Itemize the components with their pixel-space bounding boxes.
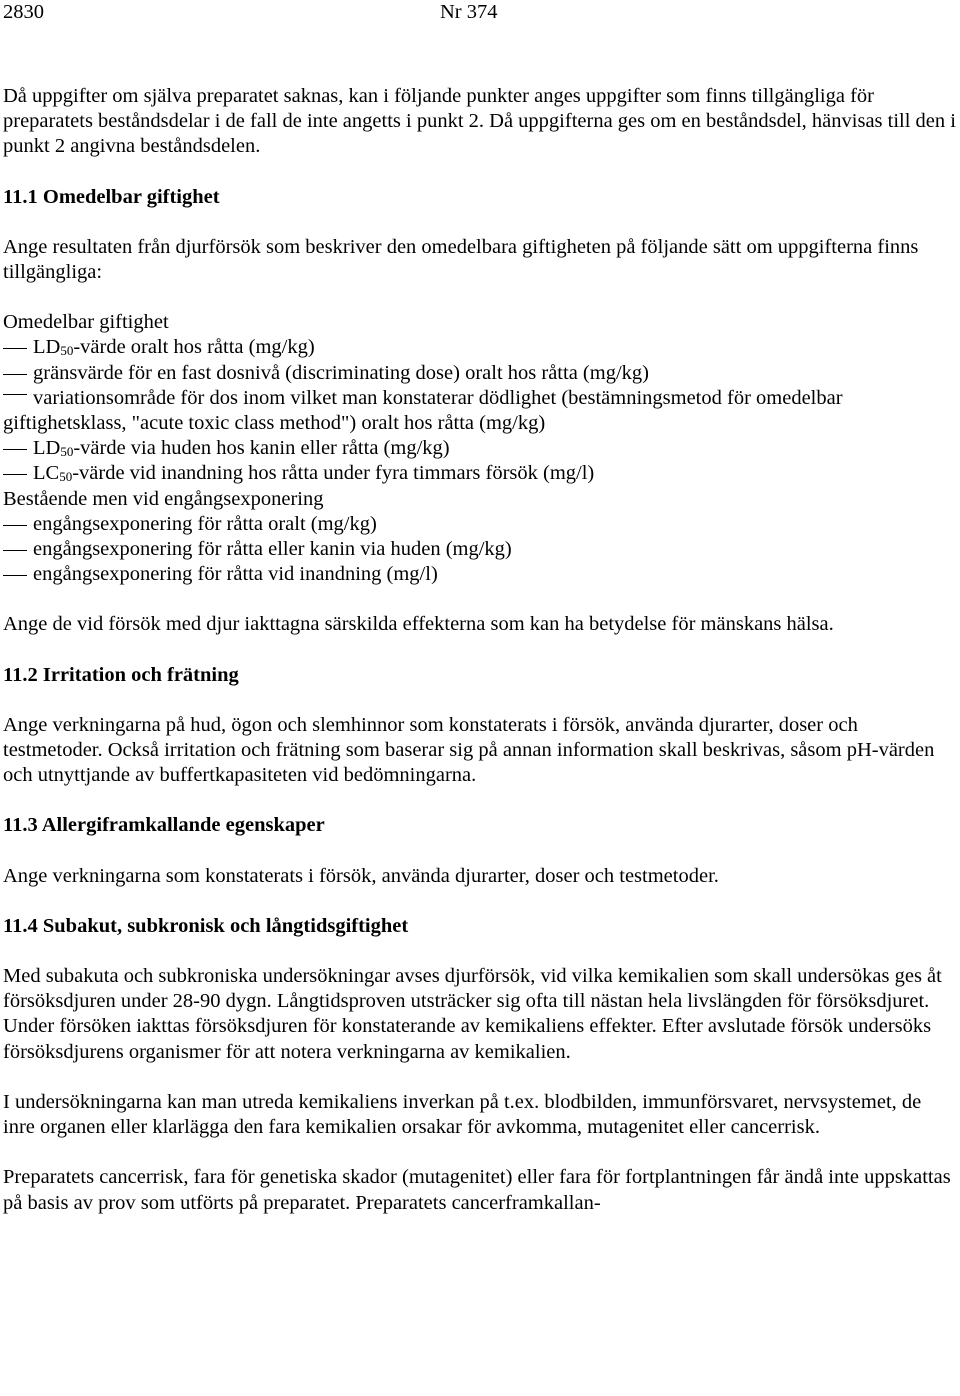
list-item-single-skin: engångsexponering för råtta eller kanin via huden (mg/kg) xyxy=(33,538,512,561)
journal-number: Nr 374 xyxy=(440,1,498,23)
document-body xyxy=(3,84,956,1216)
list-item-lc50-inhalation: $LC_{50}$-värde vid inandning hos råtta under fyra timmars försök (mg/l) xyxy=(33,462,595,485)
page-header xyxy=(0,0,960,26)
list-item-ld50-oral: $LD_{50}$-värde oralt hos råtta (mg/kg) xyxy=(33,336,315,359)
list-item-single-oral: engångsexponering för råtta oralt (mg/kg) xyxy=(33,512,377,535)
section-11-4-text-3: Preparatets cancerrisk, fara för genetiska skador (mutagenitet) eller fara för fortplantningen får ändå inte uppskattas på basis av prov som utförts på preparatet. Preparatets cancerframkallan- xyxy=(3,1166,951,1214)
section-heading-11-4: 11.4 Subakut, subkronisk och långtidsgiftighet xyxy=(3,914,409,937)
section-11-1-effects: Ange de vid försök med djur iakttagna särskilda effekterna som kan ha betydelse för mänskans hälsa. xyxy=(3,613,834,636)
dash-bullet-icon xyxy=(3,394,29,404)
list-item-single-inhalation: engångsexponering för råtta vid inandning (mg/l) xyxy=(33,563,438,586)
section-11-4-text-1: Med subakuta och subkroniska undersökningar avses djurförsök, vid vilka kemikalien som skall undersökas ges åt försöksdjuren under 28-90 dygn. Långtidsproven utsträcker sig ofta till nästan hela livslängden för försöksdjuret. Under försöken iakttas försöksdjuren för konstaterande av kemikaliens effekter. Efter avslutade försök undersöks försöksdjurens organismer för att notera verkningarna av kemikalien. xyxy=(3,965,942,1063)
section-11-4-text-2: I undersökningarna kan man utreda kemikaliens inverkan på t.ex. blodbilden, immunförsvaret, nervsystemet, de inre organen eller klarlägga den fara kemikalien orsakar för avkomma, mutagenitet eller cancerrisk. xyxy=(3,1090,922,1139)
section-11-1-intro: Ange resultaten från djurförsök som beskriver den omedelbara giftigheten på följande sätt om uppgifterna finns tillgängliga: xyxy=(3,235,919,284)
list-item-limit-value: gränsvärde för en fast dosnivå (discriminating dose) oralt hos råtta (mg/kg) xyxy=(33,361,649,384)
section-heading-11-2: 11.2 Irritation och frätning xyxy=(3,663,239,686)
list-item-variation-range: variationsområde för dos inom vilket man konstaterar dödlighet (bestämningsmetod för omedelbar giftighetsklass, "acute toxic class method") oralt hos råtta (mg/kg) xyxy=(3,386,843,435)
group-title-single-exposure: Bestående men vid engångsexponering xyxy=(3,487,324,510)
section-heading-11-1: 11.1 Omedelbar giftighet xyxy=(3,185,220,208)
section-heading-11-3: 11.3 Allergiframkallande egenskaper xyxy=(3,814,325,837)
page-number: 2830 xyxy=(3,1,44,23)
section-11-3-text: Ange verkningarna som konstaterats i försök, använda djurarter, doser och testmetoder. xyxy=(3,864,719,887)
section-11-2-text: Ange verkningarna på hud, ögon och slemhinnor som konstaterats i försök, använda djurarter, doser och testmetoder. Också irritation och frätning som baserar sig på annan information skall beskrivas, såsom pH-värden och utnyttjande av buffertkapasiteten vid bedömningarna. xyxy=(3,713,935,787)
group-title-acute-toxicity: Omedelbar giftighet xyxy=(3,311,169,334)
list-item-ld50-skin: $LD_{50}$-värde via huden hos kanin eller råtta (mg/kg) xyxy=(33,437,450,460)
intro-paragraph: Då uppgifter om själva preparatet saknas, kan i följande punkter anges uppgifter som finns tillgängliga för preparatets beståndsdelar i de fall de inte angetts i punkt 2. Då uppgifterna ges om en beståndsdel, hänvisas till den i punkt 2 angivna beståndsdelen. xyxy=(3,85,956,158)
